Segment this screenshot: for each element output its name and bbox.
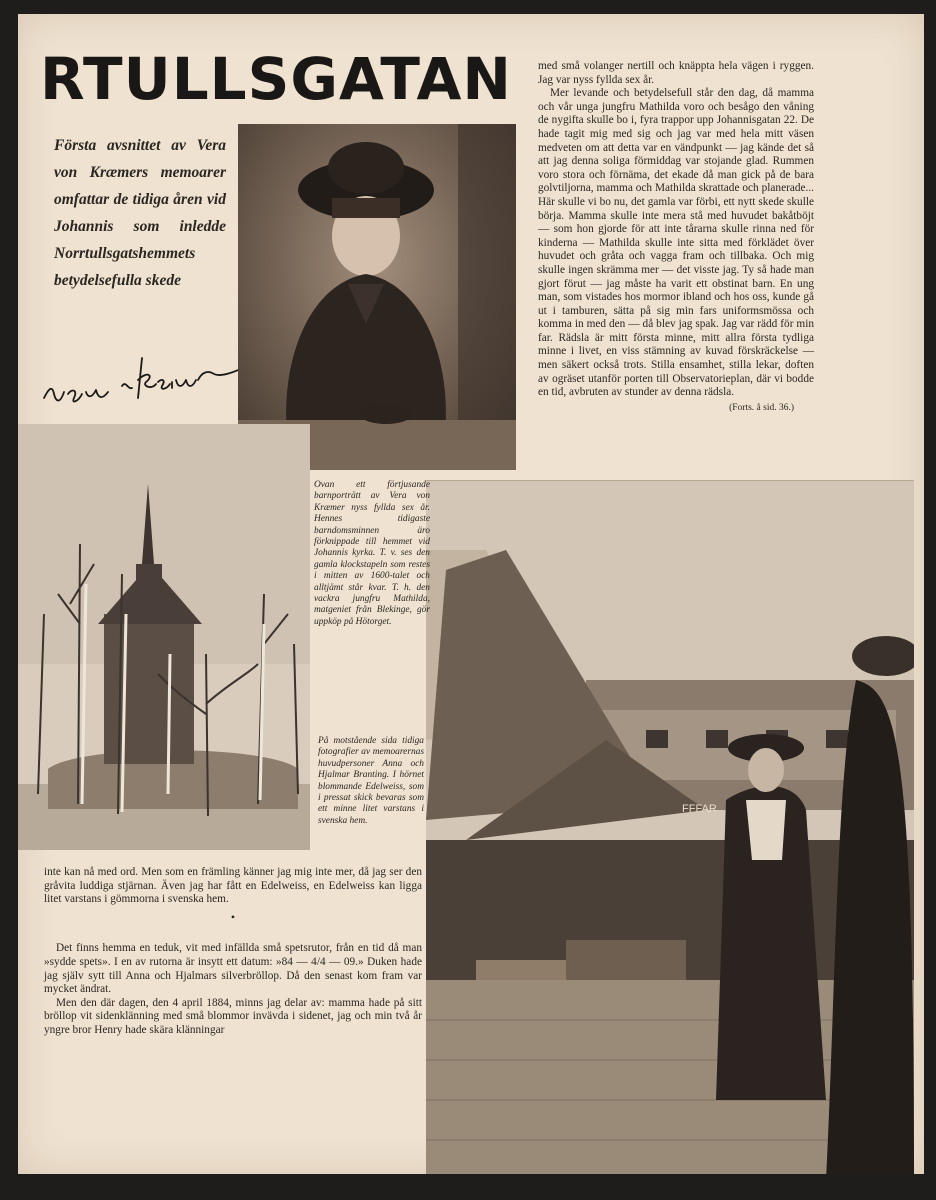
paragraph: Mer levande och betydelsefull står den dag, då mamma och vår unga jungfru Mathilda voro och besågo den våning de nygifta skulle bo i, fyra trappor upp Johannisgatan 22. De hade tagit mig med sig och jag var med hela mitt väsen medveten om att detta var en vändpunkt — jag kände det så att jag denna soliga förmiddag var stojande glad. Rummen voro stora och förnäma, det ekade då man gick på de bara golvtiljorna, mamma och Mathilda skrattade och planerade... Här skulle vi bo nu, det gamla var förbi, ett nytt skede skulle börja. Mamma skulle inte mera stå med huvudet bakåtböjt — som hon gjorde för att inte tårarna skulle rinna ned för kinderna — Mathilda skulle inte sitta med förklädet över huvudet och gråta och vagga fram och tillbaka. Och mig skulle ingen skrämma mer — det visste jag. Ty så hade man gjort förut — jag måste ha varit ett obstinat barn. En ung man, som vistades hos mormor ibland och hos oss, kunde gå ut i tamburen, sätta på sig min fars uniformsmössa och komma in med den — då blev jag spak. Jag var rädd för min far. Rädsla är mitt första minne, mitt allra första tydliga minne i livet, en viss stämning av kuvad förskräckelse — men säkert också trots. Stilla ensamhet, stilla lekar, doften av ogräset utanför porten till Observatorieplan, där vi bodde en tid, avbruten av stunder av denna rädsla. — [538, 87, 814, 399]
paragraph: Men den där dagen, den 4 april 1884, minns jag delar av: mamma hade på sitt bröllop vit sidenklänning med små blommor invävda i sidenet, jag och min två år yngre bror Henry hade skära klänningar — [44, 996, 422, 1036]
child-portrait-photo — [238, 124, 516, 470]
article-right-column — [538, 60, 814, 415]
paragraph: med små volanger nertill och knäppta hela vägen i ryggen. Jag var nyss fyllda sex år. — [538, 60, 814, 86]
photo-edge — [426, 480, 914, 481]
article-intro: Första avsnittet av Vera von Kræmers memoarer omfattar de tidiga åren vid Johannis som inledde Norrtullsgatshemmets betydelsefulla skede — [54, 137, 226, 289]
article-bottom-column — [44, 866, 422, 1038]
photo-caption-bottom: På motstående sida tidiga fotografier av memoarernas huvudpersoner Anna och Hjalmar Branting. I hörnet blommande Edelweiss, som i pressat skick bevaras som ett minne litet varstans i svenska hem. — [318, 736, 424, 826]
continued-note: (Forts. å sid. 36.) — [729, 402, 794, 413]
article-title: RTULLSGATAN — [40, 45, 512, 113]
shop-sign: FFFAR — [682, 803, 717, 815]
paragraph: Det finns hemma en teduk, vit med infällda små spetsrutor, från en tid då man »sydde spets». I en av rutorna är insytt ett datum: »84 — 4/4 — 09.» Duken hade jag själv sytt till Anna och Hjalmars silverbröllop. Då den senast kom fram var mycket ändrat. — [44, 942, 422, 996]
magazine-page — [18, 14, 924, 1174]
church-bell-tower-photo — [18, 424, 310, 850]
signature — [38, 332, 258, 422]
photo-caption-top: Ovan ett förtjusande barnporträtt av Vera von Kræmer nyss fyllda sex år. Hennes tidigaste barndomsminnen äro förknippade till hemmet vid Johannis kyrka. T. v. ses den gamla klockstapeln som restes i mitten av 1600-talet och alltjämt står kvar. T. h. den vackra jungfru Mathilda, matgeniet från Blekinge, gör uppköp på Hötorget. — [314, 480, 430, 627]
paragraph: inte kan nå med ord. Men som en främling känner jag mig inte mer, då jag ser den gråvita luddiga stjärnan. Även jag har fått en Edelweiss, en Edelweiss kan ligga litet varstans i gömmorna i svenska hem. — [44, 866, 422, 906]
market-square-photo — [426, 480, 914, 1174]
section-bullet: • — [230, 909, 236, 924]
